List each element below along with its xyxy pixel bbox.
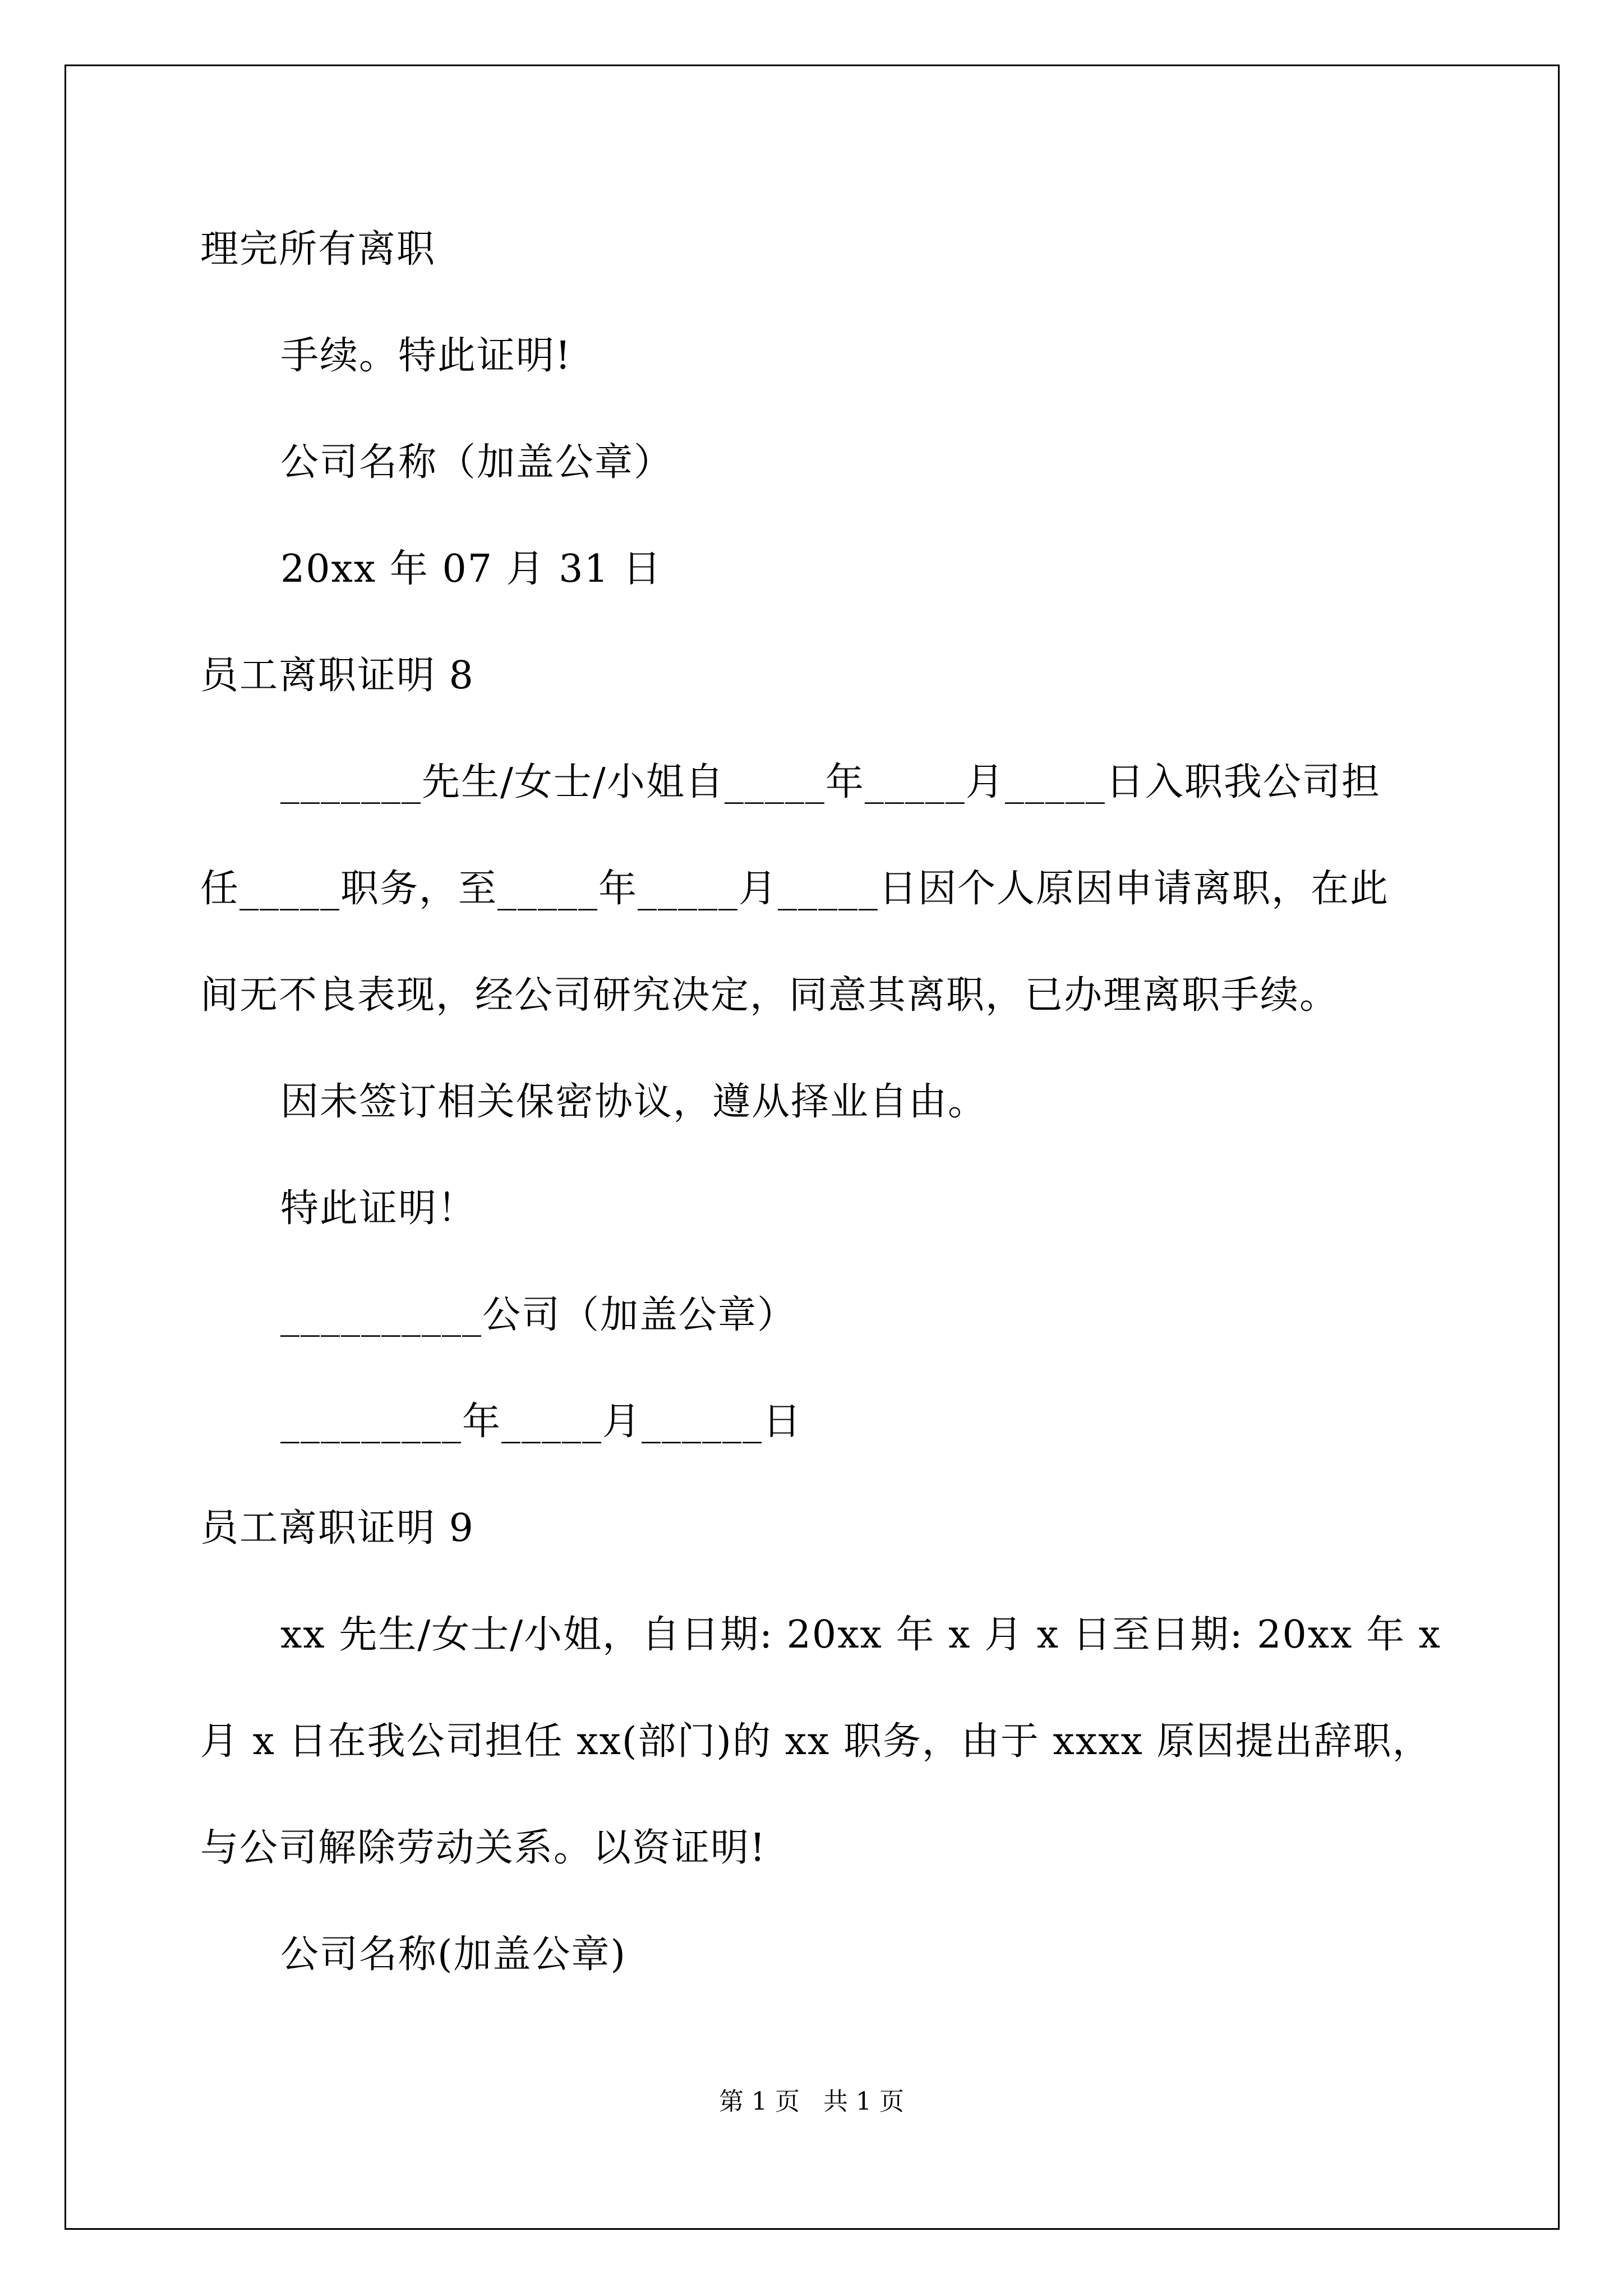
text-line-procedures: 手续。特此证明! <box>280 334 572 378</box>
certification-line: 特此证明！ <box>280 1186 477 1231</box>
section-heading-9: 员工离职证明 9 <box>200 1506 474 1550</box>
body-line: 月 x 日在我公司担任 xx(部门)的 xx 职务，由于 xxxx 原因提出辞职， <box>200 1719 1432 1764</box>
body-line: 任_____职务，至_____年_____月_____日因个人原因申请离职，在此 <box>200 867 1390 911</box>
company-seal-line: 公司名称（加盖公章） <box>280 440 674 485</box>
body-line: xx 先生/女士/小姐，自日期: 20xx 年 x 月 x 日至日期: 20xx 年 x <box>280 1613 1441 1657</box>
text-line-continuation: 理完所有离职 <box>200 227 436 272</box>
body-line: _______先生/女士/小姐自_____年_____月_____日入职我公司担 <box>280 760 1381 804</box>
page-border <box>64 65 1560 2230</box>
body-line: 因未签订相关保密协议，遵从择业自由。 <box>280 1080 988 1124</box>
date-line: 20xx 年 07 月 31 日 <box>280 547 662 591</box>
date-line: _________年_____月______日 <box>280 1400 803 1444</box>
body-line: 与公司解除劳动关系。以资证明! <box>200 1826 767 1870</box>
page-footer: 第 1 页 共 1 页 <box>719 2087 904 2116</box>
section-heading-8: 员工离职证明 8 <box>200 654 474 698</box>
company-seal-line: 公司名称(加盖公章) <box>280 1932 627 1977</box>
body-line: 间无不良表现，经公司研究决定，同意其离职，已办理离职手续。 <box>200 973 1339 1018</box>
company-seal-line: __________公司（加盖公章） <box>280 1293 797 1337</box>
